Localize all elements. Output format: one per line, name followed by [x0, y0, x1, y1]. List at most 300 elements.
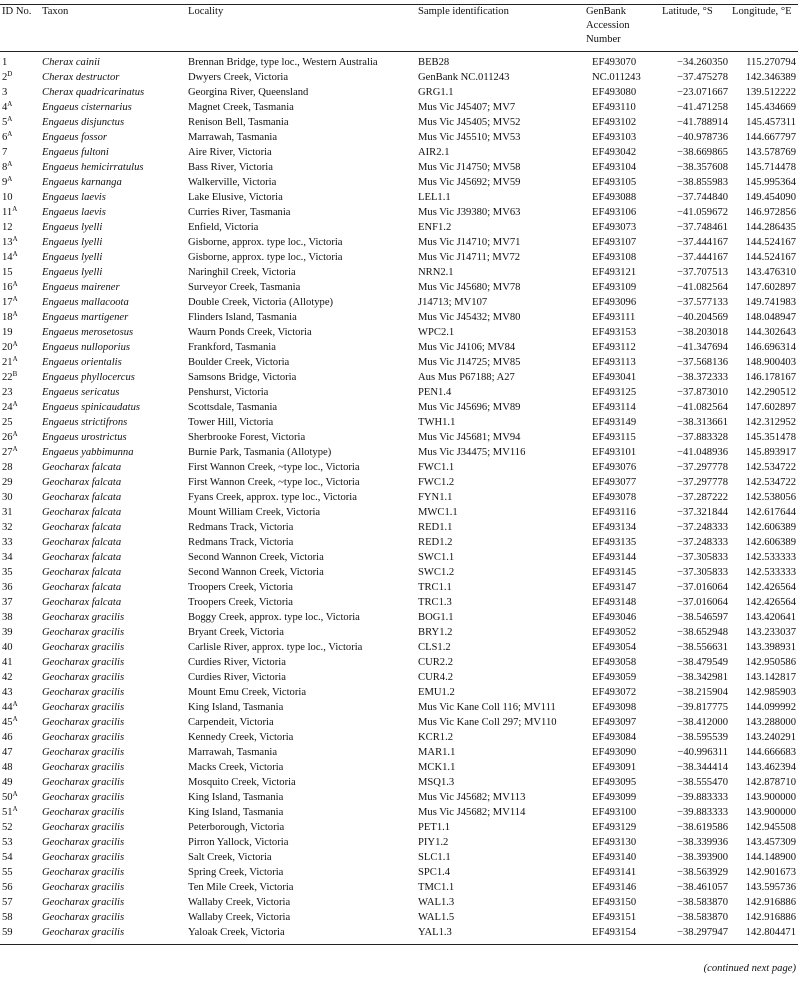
cell-id-text: 55: [2, 867, 13, 878]
cell-latitude-text: −38.563929: [677, 867, 728, 878]
cell-locality: [186, 475, 416, 490]
cell-genbank: [584, 745, 660, 760]
cell-id: [0, 340, 40, 355]
cell-latitude-text: −37.873010: [677, 387, 728, 398]
cell-id-text: 17: [2, 297, 13, 308]
cell-id: [0, 790, 40, 805]
cell-longitude: [730, 310, 798, 325]
cell-sample-text: FWC1.2: [418, 477, 455, 488]
cell-locality: [186, 550, 416, 565]
cell-taxon-text: Geocharax gracilis: [42, 837, 125, 848]
cell-taxon: [40, 790, 186, 805]
cell-locality-text: Carpendeit, Victoria: [188, 717, 274, 728]
cell-genbank-text: EF493108: [592, 252, 637, 263]
cell-genbank-text: EF493095: [592, 777, 637, 788]
cell-latitude: [660, 280, 730, 295]
cell-sample: [416, 415, 584, 430]
cell-locality-text: Boggy Creek, approx. type loc., Victoria: [188, 612, 360, 623]
cell-latitude: [660, 250, 730, 265]
footnote-marker: B: [12, 370, 18, 378]
cell-longitude: [730, 910, 798, 925]
header-longitude: Longitude, °E: [730, 5, 798, 52]
table-row: [0, 100, 798, 115]
cell-longitude: [730, 925, 798, 940]
cell-genbank: [584, 325, 660, 340]
cell-id-text: 27: [2, 447, 13, 458]
cell-sample-text: Mus Vic J4106; MV84: [418, 342, 516, 353]
cell-longitude: [730, 640, 798, 655]
cell-locality-text: First Wannon Creek, ~type loc., Victoria: [188, 462, 360, 473]
cell-taxon-text: Geocharax gracilis: [42, 807, 125, 818]
cell-sample: [416, 295, 584, 310]
cell-latitude-text: −38.339936: [677, 837, 728, 848]
cell-locality-text: Boulder Creek, Victoria: [188, 357, 290, 368]
cell-longitude-text: 142.945508: [745, 822, 796, 833]
cell-latitude: [660, 895, 730, 910]
table-body: [0, 52, 798, 945]
table-row: [0, 850, 798, 865]
cell-latitude-text: −38.342981: [677, 672, 728, 683]
cell-latitude-text: −38.357608: [677, 162, 728, 173]
cell-sample-text: Mus Vic J45405; MV52: [418, 117, 521, 128]
cell-genbank-text: EF493148: [592, 597, 637, 608]
cell-genbank-text: EF493099: [592, 792, 637, 803]
cell-longitude: [730, 280, 798, 295]
cell-id: [0, 925, 40, 940]
cell-locality: [186, 160, 416, 175]
cell-latitude-text: −38.619586: [677, 822, 728, 833]
cell-locality: [186, 340, 416, 355]
cell-longitude: [730, 790, 798, 805]
cell-taxon: [40, 580, 186, 595]
cell-sample: [416, 685, 584, 700]
cell-sample-text: MAR1.1: [418, 747, 456, 758]
cell-latitude: [660, 775, 730, 790]
cell-taxon: [40, 520, 186, 535]
cell-sample-text: Mus Vic J14710; MV71: [418, 237, 521, 248]
cell-latitude-text: −41.048936: [677, 447, 728, 458]
cell-longitude-text: 144.667797: [745, 132, 796, 143]
cell-sample: [416, 670, 584, 685]
cell-longitude: [730, 400, 798, 415]
cell-latitude-text: −39.883333: [677, 792, 728, 803]
cell-longitude-text: 148.048947: [745, 312, 796, 323]
cell-sample-text: TRC1.3: [418, 597, 452, 608]
cell-id-text: 32: [2, 522, 13, 533]
cell-taxon-text: Engaeus karnanga: [42, 177, 122, 188]
cell-latitude-text: −38.583870: [677, 897, 728, 908]
cell-taxon-text: Engaeus martigener: [42, 312, 129, 323]
cell-taxon: [40, 760, 186, 775]
cell-sample-text: SPC1.4: [418, 867, 451, 878]
cell-longitude: [730, 820, 798, 835]
cell-latitude-text: −38.652948: [677, 627, 728, 638]
cell-locality: [186, 115, 416, 130]
cell-latitude-text: −37.744840: [677, 192, 728, 203]
cell-locality: [186, 220, 416, 235]
cell-genbank: [584, 565, 660, 580]
cell-taxon: [40, 85, 186, 100]
cell-locality-text: Ten Mile Creek, Victoria: [188, 882, 294, 893]
cell-locality: [186, 865, 416, 880]
cell-sample-text: Mus Vic J45432; MV80: [418, 312, 521, 323]
cell-sample-text: CUR2.2: [418, 657, 454, 668]
cell-id: [0, 730, 40, 745]
cell-locality: [186, 430, 416, 445]
cell-taxon-text: Cherax destructor: [42, 72, 120, 83]
cell-taxon: [40, 325, 186, 340]
cell-genbank-text: EF493141: [592, 867, 637, 878]
cell-longitude-text: 142.290512: [745, 387, 796, 398]
cell-taxon: [40, 445, 186, 460]
cell-taxon: [40, 535, 186, 550]
cell-taxon: [40, 685, 186, 700]
cell-sample-text: GenBank NC.011243: [418, 72, 510, 83]
cell-genbank-text: EF493088: [592, 192, 637, 203]
cell-genbank: [584, 520, 660, 535]
cell-latitude-text: −23.071667: [677, 87, 728, 98]
cell-taxon-text: Geocharax gracilis: [42, 792, 125, 803]
cell-genbank: [584, 250, 660, 265]
table-row: [0, 700, 798, 715]
cell-taxon-text: Cherax quadricarinatus: [42, 87, 145, 98]
cell-taxon-text: Geocharax gracilis: [42, 702, 125, 713]
cell-genbank-text: EF493116: [592, 507, 636, 518]
cell-locality-text: Lake Elusive, Victoria: [188, 192, 283, 203]
table-row: [0, 235, 798, 250]
cell-id: [0, 715, 40, 730]
table-row: [0, 190, 798, 205]
cell-longitude-text: 139.512222: [745, 87, 796, 98]
cell-taxon-text: Engaeus cisternarius: [42, 102, 132, 113]
cell-sample-text: Mus Vic J45407; MV7: [418, 102, 516, 113]
cell-locality: [186, 250, 416, 265]
cell-longitude: [730, 535, 798, 550]
cell-longitude: [730, 85, 798, 100]
cell-latitude: [660, 205, 730, 220]
cell-id-text: 46: [2, 732, 13, 743]
table-row: [0, 835, 798, 850]
cell-id-text: 29: [2, 477, 13, 488]
cell-genbank: [584, 895, 660, 910]
cell-longitude: [730, 430, 798, 445]
cell-sample-text: ENF1.2: [418, 222, 452, 233]
cell-locality-text: Troopers Creek, Victoria: [188, 582, 293, 593]
cell-genbank: [584, 52, 660, 71]
cell-longitude: [730, 835, 798, 850]
cell-latitude: [660, 685, 730, 700]
cell-longitude: [730, 475, 798, 490]
cell-genbank-text: EF493073: [592, 222, 637, 233]
cell-sample-text: WAL1.3: [418, 897, 455, 908]
cell-id: [0, 265, 40, 280]
cell-longitude-text: 143.233037: [745, 627, 796, 638]
cell-latitude: [660, 325, 730, 340]
cell-genbank: [584, 595, 660, 610]
cell-id: [0, 280, 40, 295]
cell-id-text: 30: [2, 492, 13, 503]
cell-id-text: 13: [2, 237, 13, 248]
table-row: [0, 670, 798, 685]
cell-sample-text: Mus Vic J34475; MV116: [418, 447, 526, 458]
cell-longitude-text: 144.148900: [745, 852, 796, 863]
cell-latitude-text: −39.817775: [677, 702, 728, 713]
cell-genbank-text: EF493102: [592, 117, 637, 128]
cell-latitude-text: −37.748461: [677, 222, 728, 233]
cell-longitude: [730, 610, 798, 625]
cell-genbank-text: EF493135: [592, 537, 637, 548]
cell-longitude: [730, 520, 798, 535]
cell-latitude-text: −38.855983: [677, 177, 728, 188]
cell-longitude: [730, 745, 798, 760]
cell-id-text: 14: [2, 252, 13, 263]
table-row: [0, 745, 798, 760]
cell-longitude-text: 144.099992: [745, 702, 796, 713]
cell-longitude: [730, 565, 798, 580]
cell-taxon: [40, 100, 186, 115]
cell-id-text: 12: [2, 222, 13, 233]
cell-locality: [186, 460, 416, 475]
cell-longitude-text: 142.426564: [745, 582, 796, 593]
cell-id-text: 10: [2, 192, 13, 203]
cell-longitude-text: 143.900000: [745, 792, 796, 803]
cell-genbank-text: EF493105: [592, 177, 637, 188]
cell-id-text: 26: [2, 432, 13, 443]
cell-locality: [186, 175, 416, 190]
cell-locality: [186, 655, 416, 670]
cell-locality-text: Bass River, Victoria: [188, 162, 273, 173]
cell-sample-text: CLS1.2: [418, 642, 451, 653]
cell-genbank: [584, 910, 660, 925]
cell-longitude-text: 142.534722: [745, 462, 796, 473]
cell-taxon: [40, 265, 186, 280]
table-row: [0, 415, 798, 430]
cell-genbank-text: EF493042: [592, 147, 637, 158]
cell-taxon-text: Engaeus hemicirratulus: [42, 162, 144, 173]
cell-latitude-text: −37.248333: [677, 537, 728, 548]
cell-locality-text: Carlisle River, approx. type loc., Victoria: [188, 642, 363, 653]
cell-locality-text: Macks Creek, Victoria: [188, 762, 284, 773]
cell-genbank: [584, 820, 660, 835]
cell-id-text: 59: [2, 927, 13, 938]
cell-sample-text: AIR2.1: [418, 147, 450, 158]
cell-genbank-text: EF493154: [592, 927, 637, 938]
footnote-marker: A: [12, 205, 18, 213]
cell-taxon-text: Geocharax gracilis: [42, 747, 125, 758]
cell-locality-text: Wallaby Creek, Victoria: [188, 897, 291, 908]
cell-genbank-text: EF493080: [592, 87, 637, 98]
cell-locality: [186, 130, 416, 145]
table-row: [0, 430, 798, 445]
table-row: [0, 760, 798, 775]
cell-longitude-text: 147.602897: [745, 282, 796, 293]
footnote-marker: A: [12, 700, 18, 708]
cell-taxon-text: Engaeus nulloporius: [42, 342, 130, 353]
cell-locality: [186, 190, 416, 205]
cell-latitude-text: −38.344414: [677, 762, 728, 773]
cell-longitude-text: 142.901673: [745, 867, 796, 878]
table-row: [0, 370, 798, 385]
cell-sample-text: RED1.1: [418, 522, 453, 533]
cell-locality: [186, 925, 416, 940]
cell-genbank: [584, 460, 660, 475]
cell-sample: [416, 880, 584, 895]
cell-id-text: 11: [2, 207, 13, 218]
cell-longitude-text: 145.714478: [745, 162, 796, 173]
cell-sample: [416, 445, 584, 460]
cell-taxon: [40, 430, 186, 445]
cell-id: [0, 880, 40, 895]
cell-genbank-text: EF493107: [592, 237, 637, 248]
cell-id: [0, 145, 40, 160]
cell-genbank-text: EF493145: [592, 567, 637, 578]
table-row: [0, 385, 798, 400]
cell-locality-text: Waurn Ponds Creek, Victoria: [188, 327, 312, 338]
cell-latitude-text: −37.444167: [677, 237, 728, 248]
cell-sample-text: TMC1.1: [418, 882, 455, 893]
cell-locality-text: Marrawah, Tasmania: [188, 132, 278, 143]
cell-sample: [416, 385, 584, 400]
cell-taxon: [40, 250, 186, 265]
cell-latitude: [660, 520, 730, 535]
cell-longitude-text: 145.351478: [745, 432, 796, 443]
cell-locality-text: Burnie Park, Tasmania (Allotype): [188, 447, 332, 458]
cell-taxon: [40, 745, 186, 760]
cell-latitude: [660, 550, 730, 565]
footnote-marker: A: [12, 235, 18, 243]
cell-locality-text: Gisborne, approx. type loc., Victoria: [188, 237, 343, 248]
cell-locality: [186, 895, 416, 910]
cell-latitude: [660, 310, 730, 325]
cell-genbank: [584, 70, 660, 85]
footnote-marker: A: [12, 250, 18, 258]
cell-id-text: 57: [2, 897, 13, 908]
cell-longitude: [730, 115, 798, 130]
cell-longitude-text: 142.617644: [745, 507, 796, 518]
cell-longitude-text: 148.900403: [745, 357, 796, 368]
cell-taxon-text: Engaeus yabbimunna: [42, 447, 134, 458]
cell-longitude-text: 142.606389: [745, 522, 796, 533]
cell-sample: [416, 730, 584, 745]
cell-id-text: 34: [2, 552, 13, 563]
cell-genbank: [584, 835, 660, 850]
cell-longitude: [730, 130, 798, 145]
cell-genbank-text: EF493150: [592, 897, 637, 908]
cell-longitude: [730, 505, 798, 520]
cell-genbank-text: EF493140: [592, 852, 637, 863]
cell-taxon: [40, 550, 186, 565]
cell-taxon: [40, 880, 186, 895]
cell-sample: [416, 820, 584, 835]
header-sample: Sample identification: [416, 5, 584, 52]
cell-sample-text: PIY1.2: [418, 837, 449, 848]
cell-id: [0, 220, 40, 235]
cell-genbank-text: EF493041: [592, 372, 637, 383]
cell-latitude: [660, 52, 730, 71]
cell-sample: [416, 535, 584, 550]
cell-longitude-text: 142.426564: [745, 597, 796, 608]
cell-id: [0, 820, 40, 835]
cell-latitude-text: −37.305833: [677, 552, 728, 563]
cell-taxon-text: Geocharax falcata: [42, 537, 122, 548]
footnote-marker: D: [7, 70, 13, 78]
cell-taxon: [40, 295, 186, 310]
cell-longitude: [730, 730, 798, 745]
cell-longitude: [730, 370, 798, 385]
cell-id: [0, 430, 40, 445]
cell-id-text: 41: [2, 657, 13, 668]
table-row: [0, 145, 798, 160]
cell-locality-text: Sherbrooke Forest, Victoria: [188, 432, 306, 443]
cell-genbank: [584, 235, 660, 250]
cell-genbank-text: EF493109: [592, 282, 637, 293]
cell-genbank: [584, 310, 660, 325]
cell-genbank-text: EF493111: [592, 312, 636, 323]
cell-latitude-text: −37.016064: [677, 582, 728, 593]
cell-id-text: 28: [2, 462, 13, 473]
cell-locality-text: Scottsdale, Tasmania: [188, 402, 278, 413]
cell-latitude: [660, 595, 730, 610]
cell-taxon-text: Engaeus mallacoota: [42, 297, 129, 308]
cell-id: [0, 370, 40, 385]
cell-sample: [416, 475, 584, 490]
footnote-marker: A: [12, 295, 18, 303]
cell-locality-text: Tower Hill, Victoria: [188, 417, 274, 428]
cell-taxon-text: Geocharax gracilis: [42, 657, 125, 668]
footnote-marker: A: [7, 160, 13, 168]
header-id: ID No.: [0, 5, 40, 52]
cell-longitude: [730, 70, 798, 85]
cell-locality-text: Curdies River, Victoria: [188, 657, 286, 668]
cell-genbank-text: EF493098: [592, 702, 637, 713]
table-row: [0, 70, 798, 85]
cell-taxon: [40, 925, 186, 940]
cell-longitude-text: 142.950586: [745, 657, 796, 668]
cell-longitude-text: 142.804471: [745, 927, 796, 938]
cell-sample-text: Mus Vic J45682; MV113: [418, 792, 526, 803]
cell-locality: [186, 400, 416, 415]
cell-taxon-text: Engaeus merosetosus: [42, 327, 134, 338]
cell-locality-text: Mount William Creek, Victoria: [188, 507, 321, 518]
table-row: [0, 910, 798, 925]
cell-taxon: [40, 730, 186, 745]
cell-longitude: [730, 625, 798, 640]
cell-locality-text: Mount Emu Creek, Victoria: [188, 687, 307, 698]
header-locality: Locality: [186, 5, 416, 52]
cell-sample: [416, 370, 584, 385]
cell-latitude: [660, 610, 730, 625]
cell-taxon: [40, 595, 186, 610]
table-row: [0, 610, 798, 625]
cell-genbank-text: EF493106: [592, 207, 637, 218]
cell-id-text: 9: [2, 177, 8, 188]
cell-sample-text: FWC1.1: [418, 462, 455, 473]
footnote-marker: A: [12, 715, 18, 723]
cell-longitude: [730, 685, 798, 700]
table-row: [0, 640, 798, 655]
cell-sample-text: MCK1.1: [418, 762, 456, 773]
cell-genbank-text: EF493151: [592, 912, 637, 923]
cell-genbank: [584, 175, 660, 190]
cell-taxon: [40, 280, 186, 295]
cell-id: [0, 670, 40, 685]
cell-latitude-text: −37.016064: [677, 597, 728, 608]
cell-sample: [416, 520, 584, 535]
cell-taxon: [40, 385, 186, 400]
cell-taxon: [40, 235, 186, 250]
cell-locality: [186, 325, 416, 340]
cell-locality-text: Troopers Creek, Victoria: [188, 597, 293, 608]
